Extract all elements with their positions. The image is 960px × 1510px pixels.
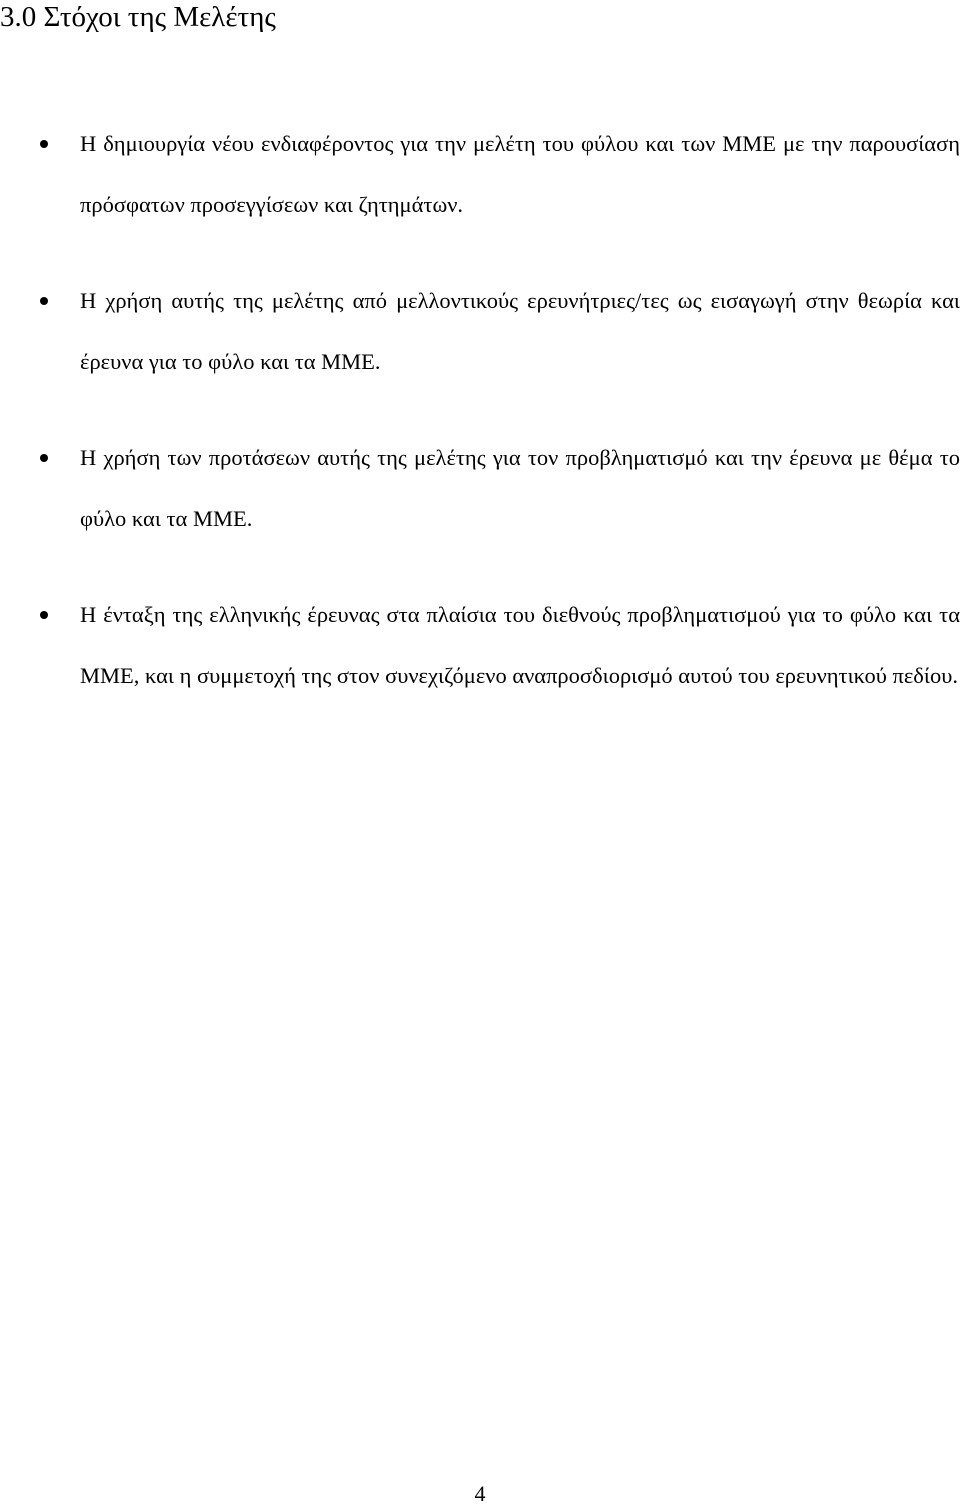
section-heading: 3.0 Στόχοι της Μελέτης [0, 1, 276, 33]
list-item-text: Η ένταξη της ελληνικής έρευνας στα πλαίσια του διεθνούς προβληματισμού για το φύλο και τα ΜΜΕ, και η συμμετοχή της στον συνεχιζόμενο αναπροσδιορισμό αυτού του ερευνητικού πεδίου. [80, 602, 960, 688]
list-item-text: Η χρήση αυτής της μελέτης από μελλοντικούς ερευνήτριες/τες ως εισαγωγή στην θεωρία και έρευνα για το φύλο και τα ΜΜΕ. [80, 288, 960, 374]
bullet-icon [40, 140, 48, 148]
list-item-text: Η χρήση των προτάσεων αυτής της μελέτης για τον προβληματισμό και την έρευνα με θέμα το φύλο και τα ΜΜΕ. [80, 445, 960, 531]
bullet-icon [40, 611, 48, 619]
page-number: 4 [474, 1481, 486, 1506]
bullet-icon [40, 454, 48, 462]
list-item-text: Η δημιουργία νέου ενδιαφέροντος για την μελέτη του φύλου και των ΜΜΕ με την παρουσίαση πρόσφατων προσεγγίσεων και ζητημάτων. [80, 131, 960, 217]
bullet-icon [40, 297, 48, 305]
